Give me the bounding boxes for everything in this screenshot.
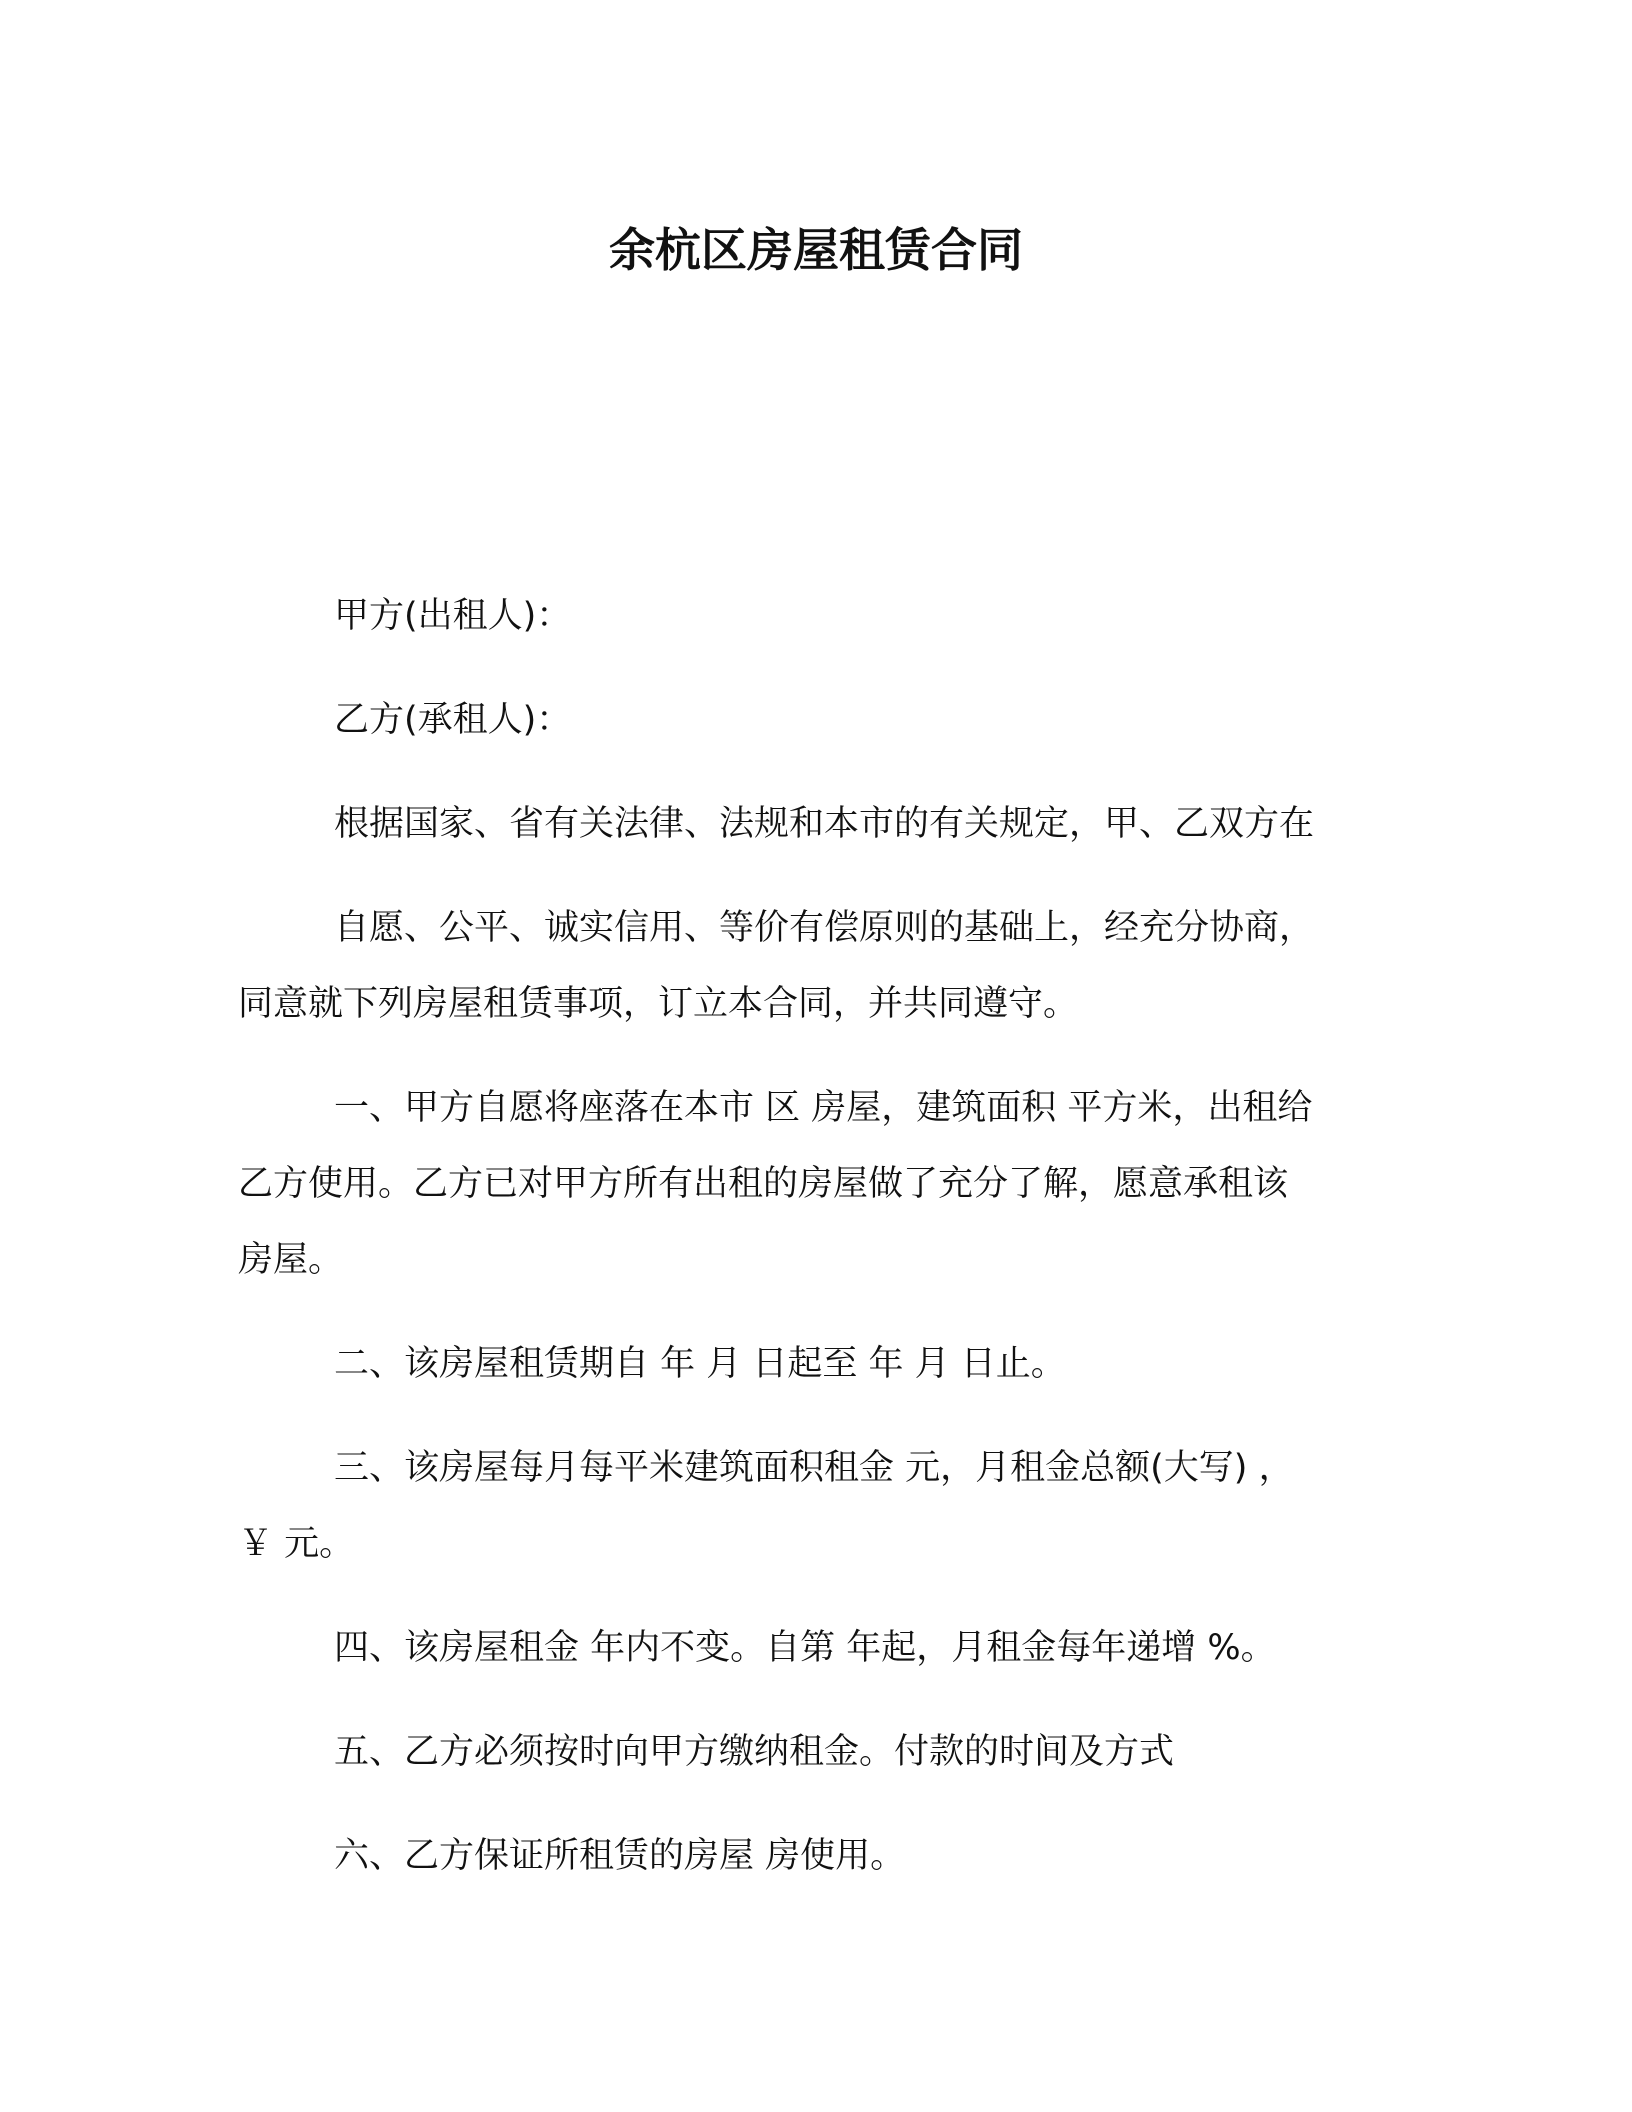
preamble-line-3: 同意就下列房屋租赁事项，订立本合同，并共同遵守。 (238, 984, 1079, 1024)
clause-4-line: 四、该房屋租金 年内不变。自第 年起，月租金每年递增 %。 (334, 1628, 1276, 1668)
preamble-line-2: 自愿、公平、诚实信用、等价有偿原则的基础上，经充分协商， (334, 908, 1315, 948)
party-b-line: 乙方(承租人)： (334, 700, 572, 740)
clause-3-line-1: 三、该房屋每月每平米建筑面积租金 元，月租金总额(大写) ， (334, 1448, 1294, 1488)
clause-2-line: 二、该房屋租赁期自 年 月 日起至 年 月 日止。 (334, 1344, 1066, 1384)
clause-1-line-1: 一、甲方自愿将座落在本市 区 房屋，建筑面积 平方米，出租给 (334, 1088, 1313, 1128)
clause-3-line-2: ￥ 元。 (238, 1524, 355, 1564)
party-a-line: 甲方(出租人)： (334, 596, 572, 636)
clause-6-line: 六、乙方保证所租赁的房屋 房使用。 (334, 1836, 906, 1876)
preamble-line-1: 根据国家、省有关法律、法规和本市的有关规定，甲、乙双方在 (334, 804, 1315, 844)
document-title: 余杭区房屋租赁合同 (609, 223, 1023, 277)
clause-5-line: 五、乙方必须按时向甲方缴纳租金。付款的时间及方式 (334, 1732, 1175, 1772)
clause-1-line-2: 乙方使用。乙方已对甲方所有出租的房屋做了充分了解，愿意承租该 (238, 1164, 1289, 1204)
clause-1-line-3: 房屋。 (238, 1240, 344, 1280)
